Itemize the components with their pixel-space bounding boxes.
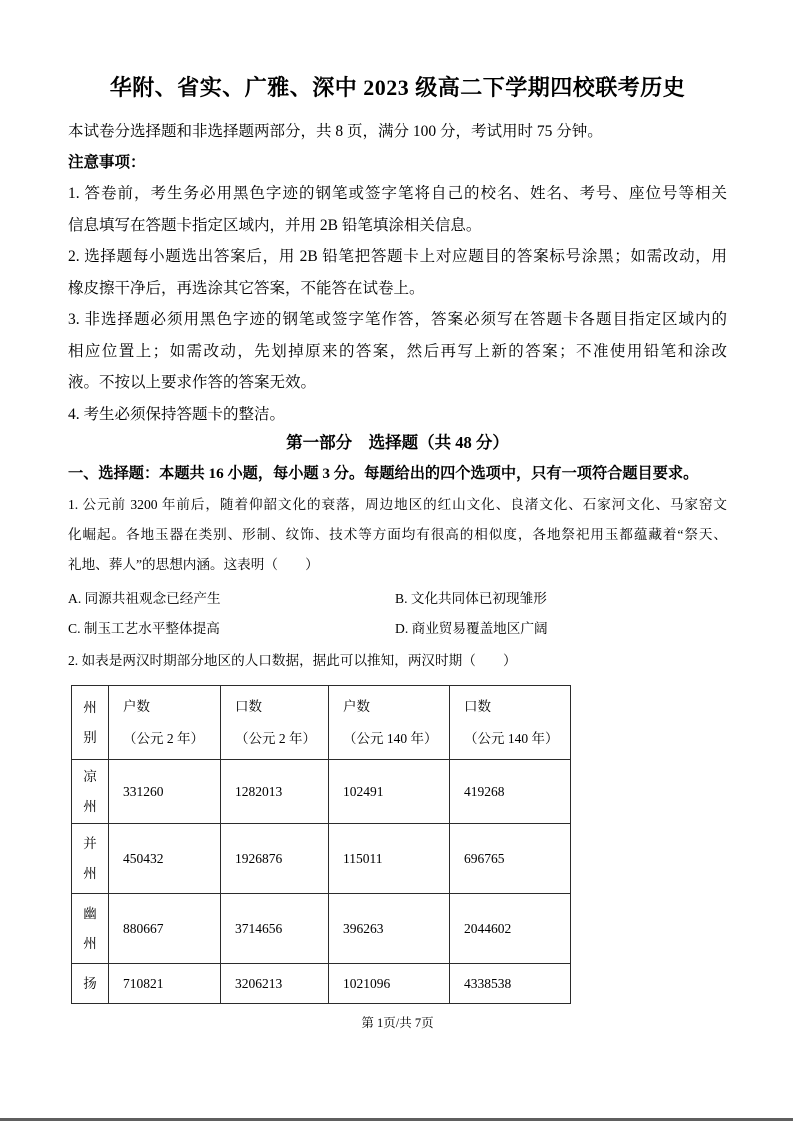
page-title: 华附、省实、广雅、深中 2023 级高二下学期四校联考历史 bbox=[109, 75, 686, 100]
question-2-intro: 2. 如表是两汉时期部分地区的人口数据，据此可以推知，两汉时期（ ） bbox=[68, 653, 517, 668]
section-instruction: 一、选择题：本题共 16 小题，每小题 3 分。每题给出的四个选项中，只有一项符合题目要求。 bbox=[68, 465, 699, 482]
question-1 bbox=[68, 490, 727, 644]
notice-line: 1. 答卷前，考生务必用黑色字迹的钢笔或签字笔将自己的校名、姓名、考号、座位号等相关 bbox=[68, 185, 727, 202]
region-cell: 扬 bbox=[72, 964, 109, 1004]
population-table bbox=[71, 685, 571, 1004]
question-line: 化崛起。各地玉器在类别、形制、纹饰、技术等方面均有很高的相似度，各地祭祀用玉都蕴藏着“祭天、 bbox=[68, 527, 727, 542]
table-cell: 3714656 bbox=[221, 894, 329, 964]
options-row bbox=[68, 584, 727, 614]
notice-item-3 bbox=[68, 304, 727, 399]
notice-line: 液。不按以上要求作答的答案无效。 bbox=[68, 374, 317, 391]
table-cell: 696765 bbox=[450, 824, 571, 894]
table-header-cell: 户数 （公元 140 年） bbox=[329, 686, 450, 760]
region-cell: 凉 州 bbox=[72, 760, 109, 824]
option-a: A. 同源共祖观念已经产生 bbox=[68, 591, 221, 606]
table-cell: 4338538 bbox=[450, 964, 571, 1004]
table-header-cell: 口数 （公元 2 年） bbox=[221, 686, 329, 760]
question-line: 1. 公元前 3200 年前后，随着仰韶文化的衰落，周边地区的红山文化、良渚文化、石家河文化、马家窑文 bbox=[68, 497, 727, 512]
page-number: 第 1页/共 7页 bbox=[361, 1016, 434, 1030]
options-row bbox=[68, 614, 727, 644]
table-cell: 396263 bbox=[329, 894, 450, 964]
table-header-region: 州 别 bbox=[72, 686, 109, 760]
notice-line: 信息填写在答题卡指定区域内，并用 2B 铅笔填涂相关信息。 bbox=[68, 216, 482, 234]
table-cell: 115011 bbox=[329, 824, 450, 894]
table-cell: 1021096 bbox=[329, 964, 450, 1004]
notice-line: 2. 选择题每小题选出答案后，用 2B 铅笔把答题卡上对应题目的答案标号涂黑；如需改动，用 bbox=[68, 248, 727, 265]
notice-line: 橡皮擦干净后，再选涂其它答案，不能答在试卷上。 bbox=[68, 279, 425, 297]
notice-line: 4. 考生必须保持答题卡的整洁。 bbox=[68, 405, 286, 423]
region-cell: 幽 州 bbox=[72, 894, 109, 964]
table-header-cell: 户数 （公元 2 年） bbox=[109, 686, 221, 760]
question-line: 礼地、葬人”的思想内涵。这表明（ ） bbox=[68, 557, 319, 572]
notice-item-2 bbox=[68, 241, 727, 304]
region-cell: 并 州 bbox=[72, 824, 109, 894]
exam-intro: 本试卷分选择题和非选择题两部分，共 8 页，满分 100 分，考试用时 75 分钟。 bbox=[68, 123, 603, 140]
page-content bbox=[68, 0, 727, 1033]
table-cell: 1926876 bbox=[221, 824, 329, 894]
table-cell: 1282013 bbox=[221, 760, 329, 824]
page-bottom-edge bbox=[0, 1118, 793, 1121]
table-cell: 102491 bbox=[329, 760, 450, 824]
table-row bbox=[72, 760, 571, 824]
table-cell: 710821 bbox=[109, 964, 221, 1004]
table-row bbox=[72, 824, 571, 894]
table-cell: 3206213 bbox=[221, 964, 329, 1004]
table-cell: 419268 bbox=[450, 760, 571, 824]
table-row bbox=[72, 964, 571, 1004]
table-cell: 331260 bbox=[109, 760, 221, 824]
notice-item-4 bbox=[68, 399, 727, 431]
table-row bbox=[72, 894, 571, 964]
option-d: D. 商业贸易覆盖地区广阔 bbox=[395, 621, 548, 636]
table-cell: 2044602 bbox=[450, 894, 571, 964]
section-title: 第一部分 选择题（共 48 分） bbox=[286, 433, 509, 452]
notice-item-1 bbox=[68, 178, 727, 241]
notice-line: 相应位置上；如需改动，先划掉原来的答案，然后再写上新的答案；不准使用铅笔和涂改 bbox=[68, 342, 727, 360]
table-header-row bbox=[72, 686, 571, 760]
option-c: C. 制玉工艺水平整体提高 bbox=[68, 621, 220, 636]
table-header-cell: 口数 （公元 140 年） bbox=[450, 686, 571, 760]
table-cell: 880667 bbox=[109, 894, 221, 964]
option-b: B. 文化共同体已初现雏形 bbox=[395, 591, 547, 606]
notice-heading: 注意事项： bbox=[68, 154, 146, 171]
table-cell: 450432 bbox=[109, 824, 221, 894]
notice-line: 3. 非选择题必须用黑色字迹的钢笔或签字笔作答，答案必须写在答题卡各题目指定区域内的 bbox=[68, 311, 727, 328]
